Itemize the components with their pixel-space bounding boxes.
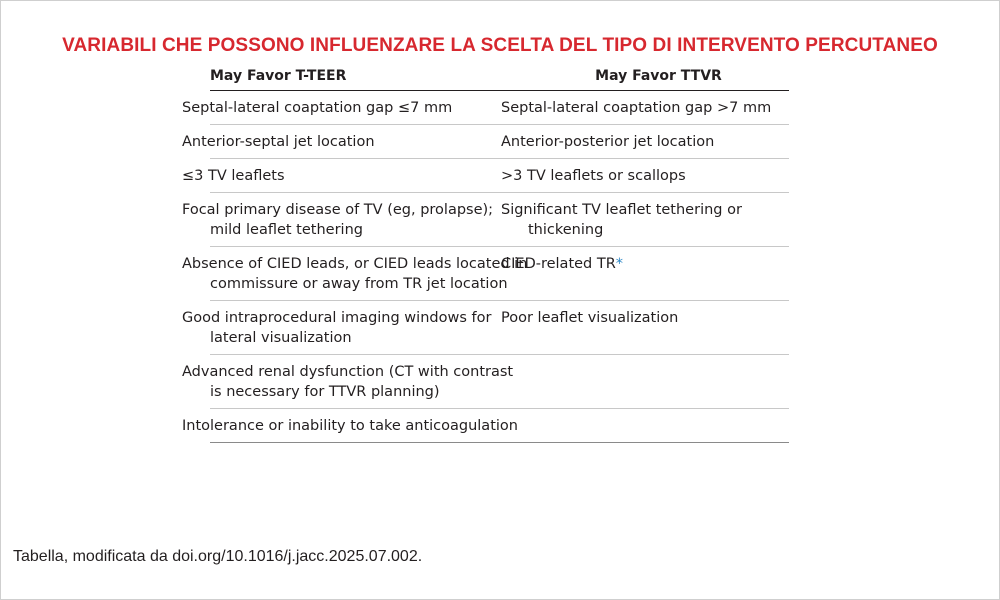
table-row <box>182 193 789 247</box>
page-title: VARIABILI CHE POSSONO INFLUENZARE LA SCELTA DEL TIPO DI INTERVENTO PERCUTANEO <box>62 35 938 56</box>
table-row <box>182 355 789 409</box>
table-row <box>182 125 789 159</box>
table-cell: Anterior-septal jet location <box>182 134 375 150</box>
table-header-row <box>210 63 789 91</box>
table-cell: ≤3 TV leaflets <box>182 168 285 184</box>
table-cell: Intolerance or inability to take anticoagulation <box>182 418 518 434</box>
table-cell: Poor leaflet visualization <box>501 310 679 326</box>
table-row <box>182 91 789 125</box>
column-header-ttvr: May Favor TTVR <box>595 68 722 84</box>
table-cell: Septal-lateral coaptation gap ≤7 mm <box>182 100 453 116</box>
column-header-t-teer: May Favor T-TEER <box>210 68 347 84</box>
source-caption: Tabella, modificata da doi.org/10.1016/j.jacc.2025.07.002. <box>13 548 423 565</box>
table-cell: >3 TV leaflets or scallops <box>501 168 686 184</box>
table-cell <box>528 355 789 408</box>
table-cell: Septal-lateral coaptation gap >7 mm <box>501 100 772 116</box>
footnote-marker: * <box>615 256 624 272</box>
table-cell: Significant TV leaflet tethering or thickening <box>501 202 742 238</box>
table-cell: Absence of CIED leads, or CIED leads located in commissure or away from TR jet location <box>182 256 528 292</box>
table-cell <box>528 409 789 442</box>
table-cell: Good intraprocedural imaging windows for lateral visualization <box>182 310 492 346</box>
table-cell: Focal primary disease of TV (eg, prolapse); mild leaflet tethering <box>182 202 494 238</box>
table-row <box>182 247 789 301</box>
comparison-table <box>182 63 789 443</box>
table-row <box>182 159 789 193</box>
table-cell: Advanced renal dysfunction (CT with contrast is necessary for TTVR planning) <box>182 364 514 400</box>
table-cell <box>501 247 789 300</box>
table-cell-text: CIED-related TR <box>501 256 616 272</box>
table-cell: Anterior-posterior jet location <box>501 134 715 150</box>
table-row <box>182 301 789 355</box>
table-row <box>182 409 789 443</box>
